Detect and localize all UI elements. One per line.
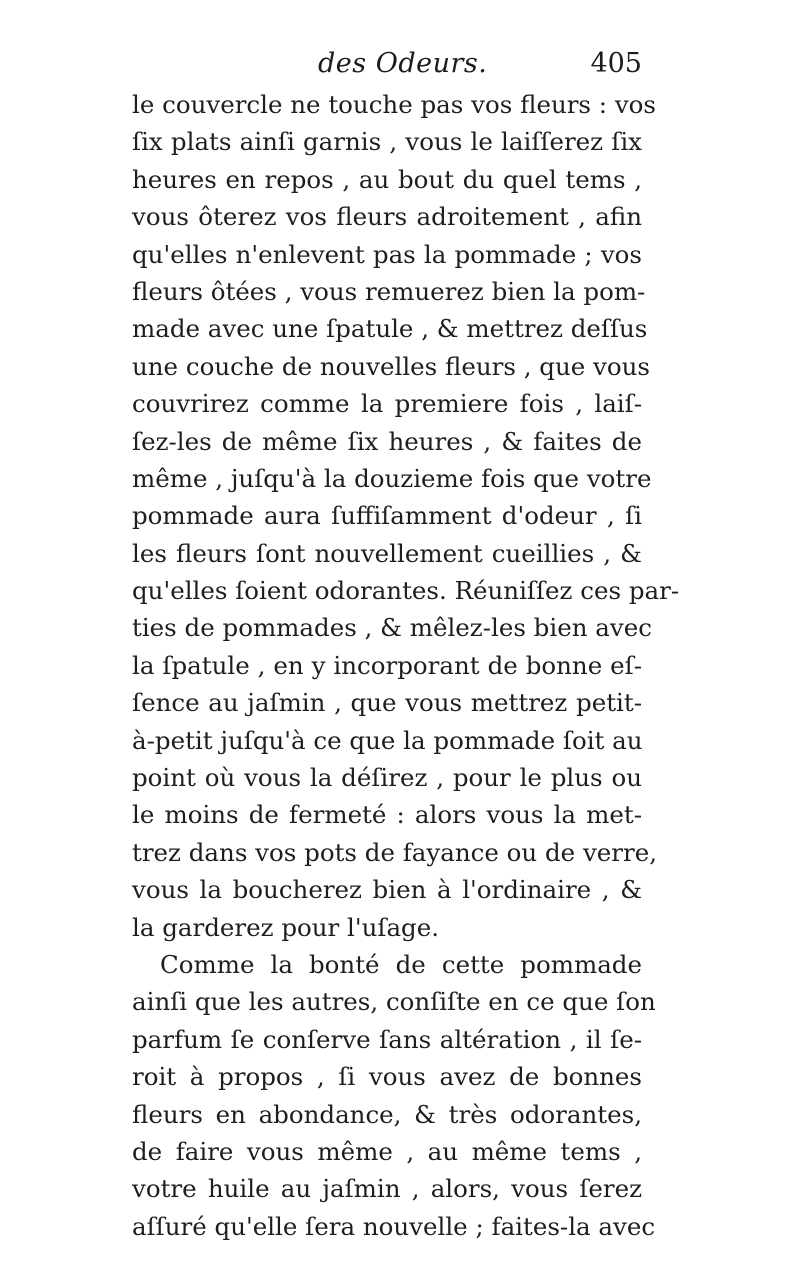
running-head: des Odeurs. [318, 48, 488, 79]
text-line: qu'elles n'enlevent pas la pommade ; vos [132, 239, 642, 269]
text-line: le couvercle ne touche pas vos fleurs : vos [132, 90, 656, 119]
text-line: point où vous la déſirez , pour le plus ou [132, 763, 642, 793]
text-line: fleurs en abondance, & très odorantes, [132, 1099, 642, 1129]
text-line: ſix plats ainſi garnis , vous le laiſſerez ſix [132, 127, 642, 157]
text-line: pommade aura ſuffiſamment d'odeur , ſi [132, 501, 642, 531]
text-line: vous la boucherez bien à l'ordinaire , & [132, 875, 642, 905]
text-line: couvrirez comme la premiere fois , laiſ- [132, 389, 642, 419]
text-line: aſſuré qu'elle ſera nouvelle ; faites-la avec [132, 1211, 656, 1241]
text-line: trez dans vos pots de fayance ou de verre, [132, 837, 657, 867]
text-line: roit à propos , ſi vous avez de bonnes [132, 1062, 642, 1092]
text-line: de faire vous même , au même tems , [132, 1136, 642, 1166]
text-line: votre huile au jaſmin , alors, vous ſerez [132, 1174, 642, 1204]
text-line: une couche de nouvelles fleurs , que vous [132, 351, 650, 381]
page-number: 405 [590, 48, 642, 79]
text-line: heures en repos , au bout du quel tems , [132, 164, 642, 194]
text-line: qu'elles ſoient odorantes. Réuniſſez ces par- [132, 576, 680, 606]
text-line: la ſpatule , en y incorporant de bonne eſ- [132, 650, 642, 680]
text-line: à-petit juſqu'à ce que la pommade ſoit au [132, 725, 643, 755]
text-line: même , juſqu'à la douzieme fois que votre [132, 463, 652, 493]
text-line: ties de pommades , & mêlez-les bien avec [132, 613, 652, 643]
text-line: la garderez pour l'uſage. [132, 912, 440, 942]
paragraph-2 [132, 946, 656, 1245]
page-header [132, 48, 642, 88]
text-line: ſence au jaſmin , que vous mettrez petit- [132, 688, 642, 718]
text-line: parfum ſe conſerve ſans altération , il ſe- [132, 1024, 642, 1054]
text-line: fleurs ôtées , vous remuerez bien la pom- [132, 276, 646, 306]
text-line: vous ôterez vos fleurs adroitement , afin [132, 202, 642, 232]
text-line: ſez-les de même ſix heures , & faites de [132, 426, 642, 456]
text-line: ainſi que les autres, conſiſte en ce que ſon [132, 987, 656, 1017]
text-line: made avec une ſpatule , & mettrez deſſus [132, 314, 648, 344]
text-line: le moins de fermeté : alors vous la met- [132, 800, 642, 830]
text-line: les fleurs ſont nouvellement cueillies , & [132, 538, 642, 568]
text-line: Comme la bonté de cette pommade [160, 949, 642, 979]
paragraph-1 [132, 86, 680, 946]
body-text [132, 86, 680, 1245]
